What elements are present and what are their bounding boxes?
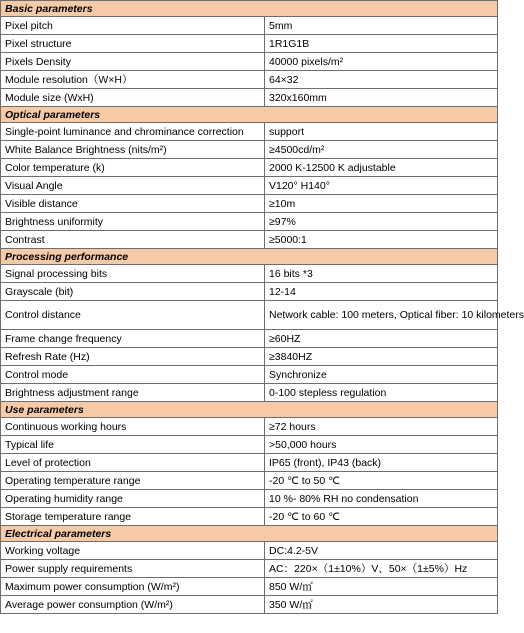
parameter-label: Brightness adjustment range (1, 384, 265, 402)
parameter-value: 12-14 (265, 283, 498, 301)
parameter-label: Power supply requirements (1, 560, 265, 578)
table-row (1, 560, 498, 578)
parameter-label: Module size (WxH) (1, 89, 265, 107)
parameter-label: Frame change frequency (1, 330, 265, 348)
parameter-label: Color temperature (k) (1, 159, 265, 177)
table-row (1, 384, 498, 402)
table-row (1, 436, 498, 454)
section-title: Processing performance (1, 249, 498, 265)
parameter-value: ≥4500cd/m² (265, 141, 498, 159)
parameter-value: 5mm (265, 17, 498, 35)
table-row (1, 141, 498, 159)
section-header (1, 402, 498, 418)
parameter-label: Module resolution（W×H） (1, 71, 265, 89)
table-row (1, 17, 498, 35)
parameter-value: support (265, 123, 498, 141)
parameter-label: Signal processing bits (1, 265, 265, 283)
parameter-value: 40000 pixels/m² (265, 53, 498, 71)
parameter-label: Pixel pitch (1, 17, 265, 35)
table-row (1, 596, 498, 614)
table-row (1, 265, 498, 283)
table-row (1, 213, 498, 231)
parameter-value: >50,000 hours (265, 436, 498, 454)
table-row (1, 454, 498, 472)
table-row (1, 35, 498, 53)
table-row (1, 231, 498, 249)
parameter-label: Control mode (1, 366, 265, 384)
parameter-label: Single-point luminance and chrominance correction (1, 123, 265, 141)
table-row (1, 283, 498, 301)
table-row (1, 89, 498, 107)
parameter-value: ≥60HZ (265, 330, 498, 348)
parameter-value: Network cable: 100 meters, Optical fiber: 10 kilometers (265, 301, 498, 330)
parameter-label: Brightness uniformity (1, 213, 265, 231)
table-row (1, 53, 498, 71)
section-header (1, 249, 498, 265)
table-row (1, 301, 498, 330)
parameter-value: ≥97% (265, 213, 498, 231)
parameter-label: Maximum power consumption (W/m²) (1, 578, 265, 596)
table-row (1, 418, 498, 436)
table-row (1, 472, 498, 490)
parameter-value: 320x160mm (265, 89, 498, 107)
parameter-label: Average power consumption (W/m²) (1, 596, 265, 614)
parameter-value: Synchronize (265, 366, 498, 384)
parameter-label: Level of protection (1, 454, 265, 472)
parameter-value: 10 %- 80% RH no condensation (265, 490, 498, 508)
parameter-value: 850 W/㎡ (265, 578, 498, 596)
parameter-value: ≥3840HZ (265, 348, 498, 366)
table-row (1, 542, 498, 560)
parameter-label: Grayscale (bit) (1, 283, 265, 301)
table-row (1, 195, 498, 213)
parameter-value: -20 ℃ to 60 ℃ (265, 508, 498, 526)
section-title: Use parameters (1, 402, 498, 418)
spec-table-body (1, 1, 524, 614)
parameter-label: Contrast (1, 231, 265, 249)
parameter-value: 1R1G1B (265, 35, 498, 53)
table-row (1, 366, 498, 384)
table-row (1, 71, 498, 89)
parameter-label: Visible distance (1, 195, 265, 213)
section-header (1, 1, 498, 17)
parameter-value: IP65 (front), IP43 (back) (265, 454, 498, 472)
parameter-label: Visual Angle (1, 177, 265, 195)
parameter-label: Pixel structure (1, 35, 265, 53)
parameter-value: 350 W/㎡ (265, 596, 498, 614)
section-title: Basic parameters (1, 1, 498, 17)
parameter-label: Operating humidity range (1, 490, 265, 508)
section-header (1, 107, 498, 123)
parameter-label: Storage temperature range (1, 508, 265, 526)
table-row (1, 123, 498, 141)
parameter-value: -20 ℃ to 50 ℃ (265, 472, 498, 490)
parameter-label: Control distance (1, 301, 265, 330)
table-row (1, 330, 498, 348)
table-row (1, 508, 498, 526)
parameter-value: ≥72 hours (265, 418, 498, 436)
parameter-value: ≥10m (265, 195, 498, 213)
parameter-label: Refresh Rate (Hz) (1, 348, 265, 366)
parameter-label: Operating temperature range (1, 472, 265, 490)
parameter-label: Working voltage (1, 542, 265, 560)
parameter-value: DC:4.2-5V (265, 542, 498, 560)
parameter-label: White Balance Brightness (nits/m²) (1, 141, 265, 159)
parameter-value: 0-100 stepless regulation (265, 384, 498, 402)
table-row (1, 177, 498, 195)
table-row (1, 348, 498, 366)
parameter-value: ≥5000:1 (265, 231, 498, 249)
parameter-value: 64×32 (265, 71, 498, 89)
section-header (1, 526, 498, 542)
parameter-label: Continuous working hours (1, 418, 265, 436)
section-title: Electrical parameters (1, 526, 498, 542)
parameter-value: 2000 K-12500 K adjustable (265, 159, 498, 177)
section-title: Optical parameters (1, 107, 498, 123)
parameter-value: V120° H140° (265, 177, 498, 195)
parameter-value: 16 bits *3 (265, 265, 498, 283)
parameter-label: Pixels Density (1, 53, 265, 71)
table-row (1, 159, 498, 177)
parameter-value: AC：220×（1±10%）V、50×（1±5%）Hz (265, 560, 498, 578)
parameter-label: Typical life (1, 436, 265, 454)
table-row (1, 578, 498, 596)
table-row (1, 490, 498, 508)
